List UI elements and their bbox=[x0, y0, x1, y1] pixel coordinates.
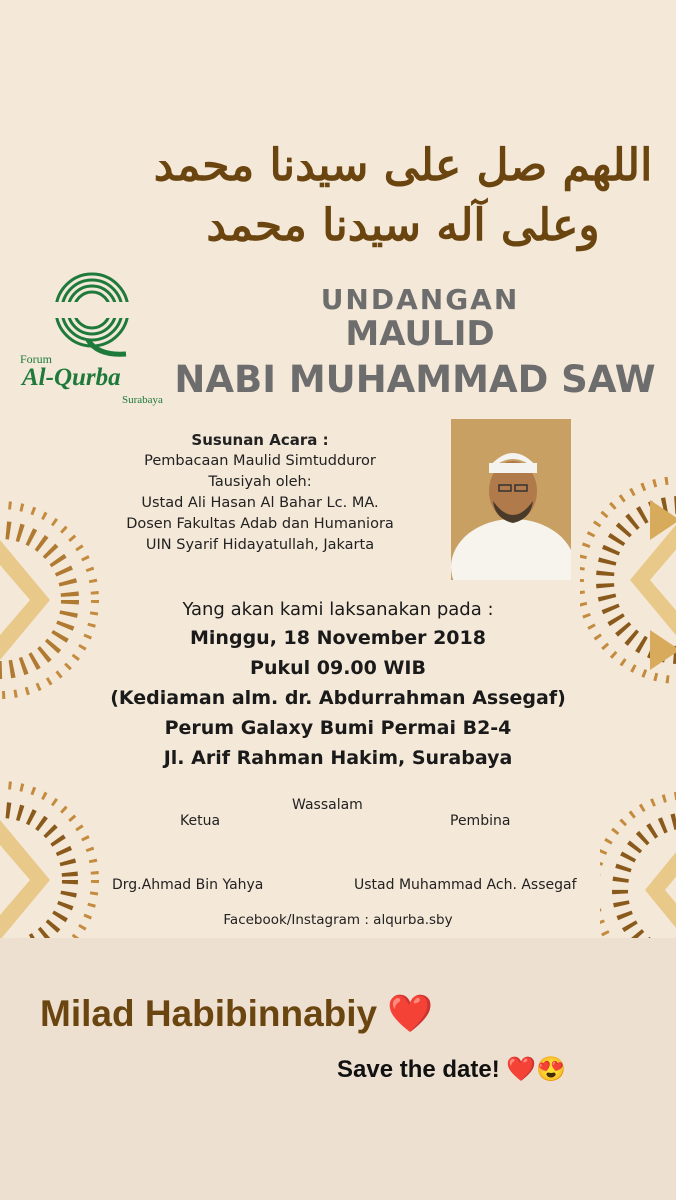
agenda-item: UIN Syarif Hidayatullah, Jakarta bbox=[145, 537, 375, 553]
arabic-salawat-line1: اللهم صل على سيدنا محمد bbox=[153, 140, 653, 191]
event-address-line2: Jl. Arif Rahman Hakim, Surabaya bbox=[163, 747, 513, 769]
right-signatory-name: Ustad Muhammad Ach. Assegaf bbox=[354, 877, 577, 893]
event-time: Pukul 09.00 WIB bbox=[250, 657, 426, 679]
caption-milad bbox=[40, 993, 434, 1036]
heart-eyes-emoji-icon: 😍 bbox=[536, 1056, 567, 1083]
agenda-block bbox=[80, 430, 440, 556]
heart-icon: ❤️ bbox=[506, 1056, 537, 1083]
event-venue: (Kediaman alm. dr. Abdurrahman Assegaf) bbox=[110, 687, 566, 709]
event-details bbox=[60, 597, 616, 773]
left-role-ketua: Ketua bbox=[180, 813, 221, 829]
al-qurba-logo bbox=[18, 268, 178, 408]
right-role-pembina: Pembina bbox=[450, 813, 511, 829]
caption-save-the-date bbox=[337, 1055, 566, 1084]
event-intro: Yang akan kami laksanakan pada : bbox=[182, 599, 494, 620]
logo-name-text: Al-Qurba bbox=[22, 364, 121, 391]
agenda-item: Dosen Fakultas Adab dan Humaniora bbox=[126, 516, 394, 532]
agenda-item: Ustad Ali Hasan Al Bahar Lc. MA. bbox=[141, 495, 379, 511]
title-maulid: MAULID bbox=[345, 314, 495, 354]
speaker-photo bbox=[451, 419, 571, 580]
caption-milad-text: Milad Habibinnabiy bbox=[40, 993, 378, 1034]
social-footer: Facebook/Instagram : alqurba.sby bbox=[223, 912, 453, 928]
title-undangan: UNDANGAN bbox=[320, 283, 520, 316]
event-date: Minggu, 18 November 2018 bbox=[190, 627, 486, 649]
heart-icon: ❤️ bbox=[387, 993, 434, 1034]
title-nabi-muhammad: NABI MUHAMMAD SAW bbox=[174, 358, 656, 401]
event-address-line1: Perum Galaxy Bumi Permai B2-4 bbox=[164, 717, 512, 739]
agenda-heading: Susunan Acara : bbox=[191, 431, 329, 449]
agenda-item: Tausiyah oleh: bbox=[208, 474, 312, 490]
closing-wassalam: Wassalam bbox=[292, 797, 363, 813]
caption-save-text: Save the date! bbox=[337, 1056, 500, 1083]
left-signatory-name: Drg.Ahmad Bin Yahya bbox=[112, 877, 264, 893]
agenda-item: Pembacaan Maulid Simtudduror bbox=[144, 453, 376, 469]
speaker-portrait-icon bbox=[451, 419, 571, 580]
logo-city-text: Surabaya bbox=[122, 394, 163, 406]
arabic-salawat-line2: وعلى آله سيدنا محمد bbox=[206, 200, 600, 251]
logo-forum-text: Forum bbox=[20, 352, 53, 366]
